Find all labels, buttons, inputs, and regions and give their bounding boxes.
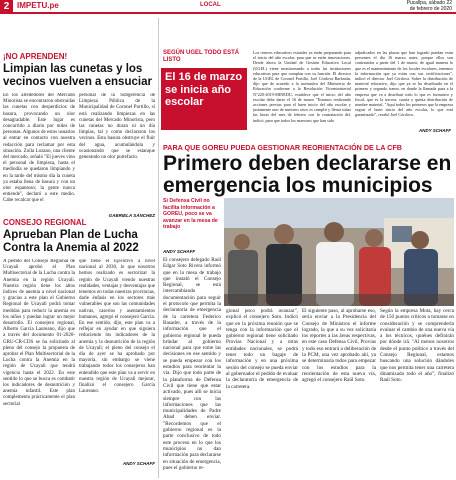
story-col-1: En los alrededores del Mercado Minorista se encontraron obstruidas las cunetas con desperdicios de basura, provocando un olor desagradable. Este lugar es concurrido a diario por miles de personas. Algunos de estos usuarios al entrar en contacto con nuestra redacción para reclamar por esta situación. Zoila Lozano, una cliente del mercado, señaló "El jueves vino el personal de limpieza, hasta el mediodía se quedaron limpiando y en la tarde del mismo día la cuneta ya estaba llena de basura y con un olor espantoso; la gente nunca entiende", declaró a este medio. Cabe recalcar que el <box>3 93 75 204</box>
school-headline-box <box>161 68 247 130</box>
section-name: LOCAL <box>200 2 221 8</box>
school-col-1: Los centros educativos estatales ya están preparando para el inicio del año escolar, para que se estén innovaciones. Desde ahora la Unidad de Gestión Educativa Local (UGEL) viene monitoreando a todas las instituciones educativas para que cumplan con su función. El director de la UGEL de Coronel Portillo, Joel Córdova Barbarán, dijo que de acuerdo a la normativa del Ministerio de Educación conforme a la Resolución Viceministerial N°220-2019-MINEDU, establece que el inicio del año escolar debe darse el 16 de marzo "Estamos realizando acciones previas para el buen inicio del año escolar y justamente uno de nuestros retos es cumplir y llenar todas las horas del mes de febrero con la contratación del, indicó, para que todos los maestros que han sido <box>253 50 351 123</box>
story-kicker: ¡NO APRENDEN! <box>3 52 68 61</box>
school-headline: El 16 de marzo se inicia año escolar <box>165 71 243 108</box>
page-number: 2 <box>0 0 13 13</box>
main-byline: ANDY SCHAFF <box>163 249 196 254</box>
main-col-2: gional poco podrá avanzar", explicó el consejero Soto. Indicó que en la próxima reunión que se tenga con la información que el gobierno regional tiene solicitado Provías Nacional y a otras entidades nacionales, se podrá tener todo un bagaje de información y en una próxima sesión del consejo se pueda enviar al gobernador el pedido de evaluar la declaratoria de emergencia de la carretera. <box>226 308 298 390</box>
story-col-2: que tiene el Ejecutivo a nivel nacional al 2030, lo que nosotros hemos realizado es sectorizar la región de Ucayali viendo nuestras realidades, ventajas y desventajas que tenemos en todas nuestras provincias, darle énfasis en los sectores más vulnerables que son las comunidades nativas, caseríos y asentamientos humanos, agregó el consejero García. En ese sentido, dijo, este plan va a reflejar en ayudar en que siguiera reduciendo los indicadores de la anemia y la desnutrición de la región de Ucayali; el pleno del consejo el día de ayer se ha aprobado por mayoría, sin embargo se viene trabajando todos los consejeros han entendido que este plan va a servir en nuestra región de Ucayali mejorar, finalizó el consejero García Laureano. <box>79 259 155 395</box>
story-col-2: personal de la Subgerencia de Limpieza Pública de la Municipalidad de Coronel Portillo, sí está realizando limpiezas en las cunetas del Mercado Minorista, pero las cunetas no duran ni un día limpias, tal y como declararon los vecinos. Esta basura obstruye el fluir del agua, acumulándola y ocasionando que se estanque generando un olor putrefacto. <box>79 93 155 161</box>
school-byline: ANDY SCHAFF <box>418 128 451 133</box>
school-col-2: adjudicados en las plazas que han logrado puedan estar presentes el día 16 marzo antes, porque ellos son contratados a partir del 1 de marzo; de igual manera lo que es el mantenimiento de los locales escolares, tenemos la información que ya están con sus certificaciones", indicó el director Joel Córdova. Sobre la distribución de material educativo, dijo que ya se ha distribuido en el primero y segundo tramo, en donde la llamada para a la empresa que va a distribuir todo lo que es formativo y fiscal, que es la tercera, cuarta y quinta distribución de nombre material. "Aquí todos los primeros que la empresa seguir el buen inicio del año escolar, lo que está garantizado", resaltó Joel Córdova. <box>355 50 453 118</box>
main-col-3: El siguiente paso, al aprobarse eso, sería enviar a la Presidencia del Consejo de Ministros el informe logrado, la que a su vez solicitaría los reportes a las áreas respectivas, en este caso Defensa Civil, Provías y todo eso entrará a deliberación de la PCM, una vez aprobado ahí, ya se determinaría todos para empezar con los estudios para la reorientación de esta nueva vía, agregó el consejero Raúl Soto. <box>302 308 376 384</box>
school-kicker: SEGÚN UGEL TODO ESTÁ LISTO <box>163 50 240 63</box>
date-line-1: Pucallpa, sábado 22 <box>406 0 452 6</box>
main-col-1: El consejero delegado Raúl Edgar Soto Rivera informó que en la mesa de trabajo que instaló el Consejo Regional, se está intercambiando documentación para seguir el protocolo que permita la declaratoria de emergencia de la carretera Federico Basadre, a través de la información que el gobierno regional le pueda brindar al gobierno nacional para que tome las decisiones en ese sentido y se pueda empezar con los estudios para reorientar la vía. Dijo que todo parte de la plataforma de Defensa Civil que tiene que estar activado, pues allí se inicia siempre con las informaciones que las municipalidades de Padre Abad deben enviar. "Recordemos que el gobierno regional es la parte conclusivo de todo este proceso en lo que los municipios no dan información para declararse en situación de emergencia, pues el gobierno re- <box>163 257 221 471</box>
story-school <box>161 50 453 142</box>
story-anemia <box>3 218 155 466</box>
story-byline: ANDY SCHAFF <box>122 461 155 466</box>
main-photo-caption: Si Defensa Civil no facilita información a GOREU, poco se va avanzar en la mesa de trabajo <box>163 198 218 230</box>
story-kicker: CONSEJO REGIONAL <box>3 218 87 227</box>
story-byline: GABRIELA SÁNCHEZ <box>108 213 155 218</box>
page-header <box>0 0 456 14</box>
date-line-2: de febrero de 2020 <box>409 6 452 12</box>
main-photo <box>224 198 454 306</box>
story-col-1: A pedido del Consejo Regional de Ucayali aprobó el Plan Multisectorial de la Lucha contra la Anemia en la región Ucayali. Nuestra región tiene los altos índices de anemia a nivel nacional y gracias a este plan el Gobierno Regional de Ucayali podrá tomar medidas para reducir la anemia en los niños y puedan lograr un mejor desarrollo. El consejero regional, Alberto García Laureano, dijo que a través del documento 01-2020-GRU-CR-CDS se ha solicitado al pleno del consejo la propuesta de aprobar el Plan Multisectorial de la Lucha contra la Anemia en la región de Ucayali que tendrá vigencia hasta el 2022. En este sentido lo que se busca es combatir los indicadores de desnutrición y anemia infantil. Este plan complementa prácticamente el plan sectorial <box>3 259 75 407</box>
photo-scene <box>224 198 454 306</box>
column-divider <box>158 18 159 478</box>
main-col-4: Según la empresa Mota, hay cerca de 150 puntos críticos a tomarse en consideración y se comprenderla evaluar el cambio de una nueva vía a los técnicos, quiénes definirán por dónde irá. "Al menos nosotros desde el punto político a través del Consejo Regional, estamos buscando una solución dándoles que nos permita tener una carretera dinamizada todo el año", finalizó Raúl Soto. <box>380 308 454 384</box>
brand-name: IMPETU.pe <box>17 1 59 10</box>
story-cunetas <box>3 52 155 218</box>
story-headline: Aprueban Plan de Lucha Contra la Anemia al 2022 <box>3 229 139 254</box>
story-headline: Limpian las cunetas y los vecinos vuelven a ensuciar <box>3 63 152 88</box>
main-headline: Primero deben declararse en emergencia los municipios <box>163 152 452 197</box>
main-kicker: PARA QUE GOREU PUEDA GESTIONAR REORIENTACIÓN DE LA CFB <box>163 143 402 152</box>
date-line <box>407 0 452 12</box>
